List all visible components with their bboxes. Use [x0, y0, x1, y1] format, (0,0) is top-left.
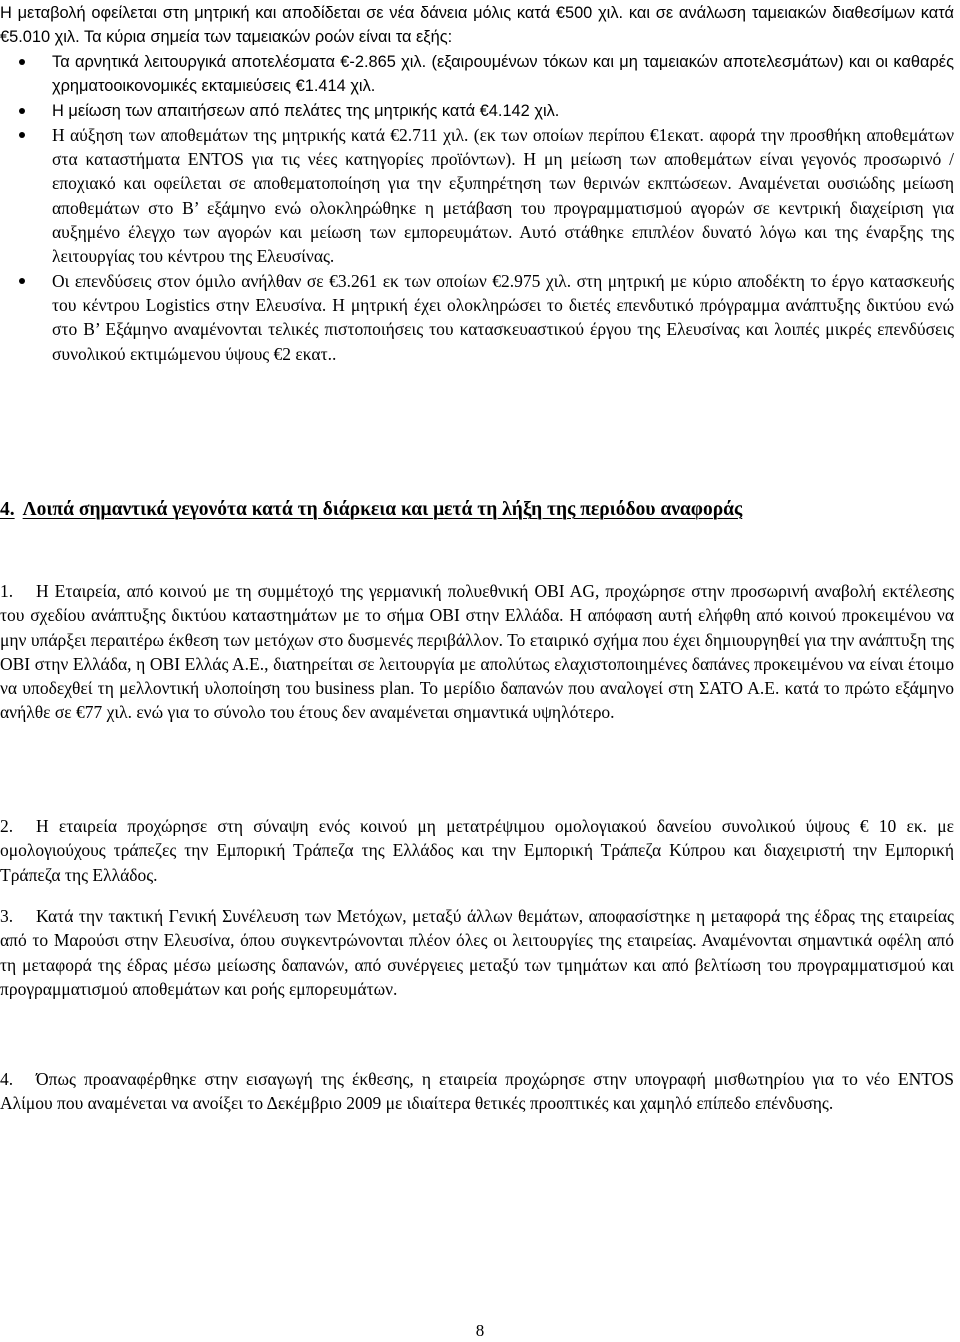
bullet-text: Οι επενδύσεις στον όμιλο ανήλθαν σε €3.261 εκ των οποίων €2.975 χιλ. στη μητρική με κύριο αποδέκτη το έργο κατασκευής του κέντρου Logistics στην Ελευσίνα. Η μητρική έχει ολοκληρώσει το διετές επενδυτικό πρόγραμμα ανάπτυξης δικτύου ενώ στο Β’ Εξάμηνο αναμένονται τελικές πιστοποιήσεις του κατασκευαστικού έργου της Ελευσίνας και λοιπές μικρές επενδύσεις συνολικού εκτιμώμενου ύψους €2 εκατ.. [52, 270, 954, 364]
bullet-text: Η μείωση των απαιτήσεων από πελάτες της μητρικής κατά €4.142 χιλ. [52, 101, 560, 120]
item-text: Η εταιρεία προχώρησε στη σύναψη ενός κοινού μη μετατρέψιμου ομολογιακού δανείου συνολικού ύψους € 10 εκ. με ομολογιούχους τράπεζες την Εμπορική Τράπεζα της Ελλάδος και την Εμπορική Τράπεζα Κύπρου και διαχειριστή την Εμπορική Τράπεζα της Ελλάδος. [0, 816, 954, 885]
numbered-item-1 [0, 579, 954, 725]
numbered-item-2 [0, 814, 954, 887]
bullet-dot-icon [19, 59, 25, 65]
bullet-item-receivables [0, 99, 954, 123]
page-number: 8 [475, 1321, 485, 1340]
cashflow-bullet-list [0, 50, 954, 366]
item-text: Η Εταιρεία, από κοινού με τη συμμέτοχό της γερμανική πολυεθνική OBI AG, προχώρησε στην προσωρινή αναβολή εκτέλεσης του σχεδίου ανάπτυξης δικτύου καταστημάτων με το σήμα OBI στην Ελλάδα. Η απόφαση αυτή ελήφθη από κοινού προκειμένου να μην υπάρξει περαιτέρω έκθεση των μετόχων στο δυσμενές περιβάλλον. Το εταιρικό σχήμα που έχει δημιουργηθεί για την ανάπτυξη της OBI στην Ελλάδα, η OBI Ελλάς Α.Ε., διατηρείται σε λειτουργία με απολύτως ελαχιστοποιημένες δαπάνες προκειμένου να είναι έτοιμο να υποδεχθεί τη μελλοντική υλοποίηση του business plan. Το μερίδιο δαπανών που αναλογεί στη ΣΑΤΟ Α.Ε. κατά το πρώτο εξάμηνο ανήλθε σε €77 χιλ. ενώ για το σύνολο του έτους δεν αναμένεται σημαντικά υψηλότερο. [0, 581, 954, 723]
item-text: Όπως προαναφέρθηκε στην εισαγωγή της έκθεσης, η εταιρεία προχώρησε στην υπογραφή μισθωτηρίου για το νέο ENTOS Αλίμου που αναμένεται να ανοίξει το Δεκέμβριο 2009 με ιδιαίτερα θετικές προοπτικές και χαμηλό επίπεδο επένδυσης. [0, 1069, 954, 1114]
bullet-item-inventories [0, 123, 954, 269]
bullet-text: Η αύξηση των αποθεμάτων της μητρικής κατά €2.711 χιλ. (εκ των οποίων περίπου €1εκατ. αφορά την προσθήκη αποθεμάτων στα καταστήματα ENTOS για τις νέες κατηγορίες προϊόντων). Η μη μείωση των αποθεμάτων είναι γεγονός προσωρινό / εποχιακό και οφείλεται σε αποθεματοποίηση για την εξυπηρέτηση των θερινών εκπτώσεων. Αναμένεται ουσιώδης μείωση αποθεμάτων στο Β’ εξάμηνο ενώ ολοκληρώθηκε η μετάβαση του προγραμματισμού αγορών σε κεντρική διαχείριση για αυξημένο έλεγχο των αγορών και μείωση των εμπορευμάτων. Αυτό στάθηκε επιπλέον δυνατό λόγω και της έναρξης της λειτουργίας του κέντρου της Ελευσίνας. [52, 124, 954, 267]
bullet-dot-icon [19, 278, 25, 284]
bullet-item-investments [0, 269, 954, 366]
numbered-item-4 [0, 1067, 954, 1116]
numbered-item-3 [0, 904, 954, 1001]
section-number: 4. [0, 499, 15, 520]
bullet-item-operating-results [0, 50, 954, 99]
bullet-dot-icon [19, 108, 25, 114]
item-number: 3. [0, 906, 14, 926]
intro-paragraph: Η μεταβολή οφείλεται στη μητρική και αποδίδεται σε νέα δάνεια μόλις κατά €500 χιλ. και σε ανάλωση ταμειακών διαθεσίμων κατά €5.010 χιλ. Τα κύρια σημεία των ταμειακών ροών είναι τα εξής: [0, 4, 954, 47]
bullet-dot-icon [19, 132, 25, 138]
section-title: Λοιπά σημαντικά γεγονότα κατά τη διάρκεια και μετά τη λήξη της περιόδου αναφοράς [22, 499, 743, 520]
section-heading [0, 494, 960, 525]
item-number: 2. [0, 816, 14, 836]
item-text: Κατά την τακτική Γενική Συνέλευση των Μετόχων, μεταξύ άλλων θεμάτων, αποφασίστηκε η μεταφορά της έδρας της εταιρείας από το Μαρούσι στην Ελευσίνα, όπου συγκεντρώνονται πλέον όλες οι λειτουργίες της εταιρείας. Αναμένονται σημαντικά οφέλη από τη μεταφορά της έδρας μέσω μείωσης δαπανών, από συνέργειες μεταξύ των τμημάτων και από βελτίωση του προγραμματισμού και προγραμματισμού αποθεμάτων και ροής εμπορευμάτων. [0, 906, 954, 999]
item-number: 1. [0, 581, 14, 601]
item-number: 4. [0, 1069, 14, 1089]
bullet-text: Τα αρνητικά λειτουργικά αποτελέσματα €-2.865 χιλ. (εξαιρουμένων τόκων και μη ταμειακών αποτελεσμάτων) και οι καθαρές χρηματοοικονομικές εκταμιεύσεις €1.414 χιλ. [52, 53, 954, 96]
